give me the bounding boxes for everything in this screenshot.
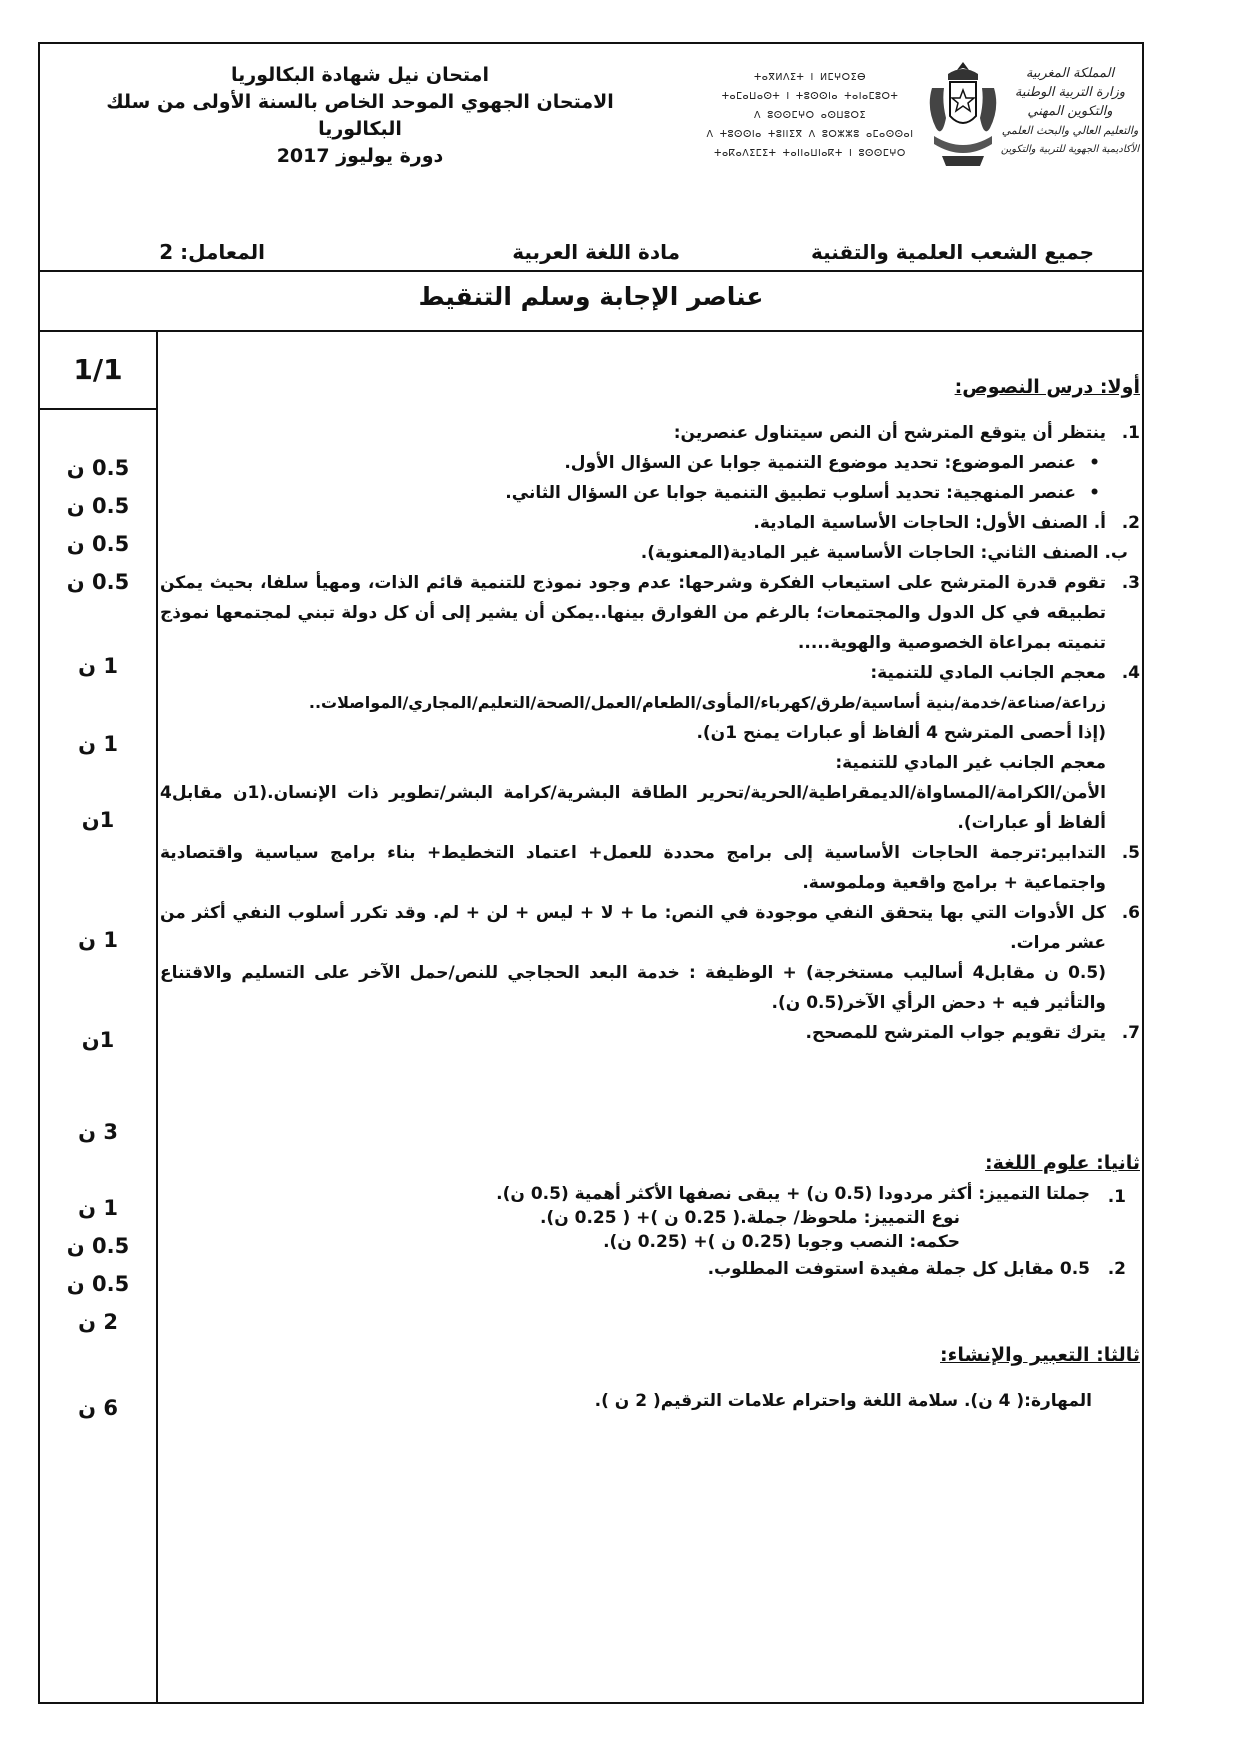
q6-text: كل الأدوات التي بها يتحقق النفي موجودة في النص: ما + لا + ليس + لن + لم. وقد تكرر أسلوب النفي أكثر من عشر مرات.: [160, 903, 1106, 953]
q1-text: ينتظر أن يتوقع المترشح أن النص سيتناول عنصرين:: [673, 423, 1106, 443]
q5-text: التدابير:ترجمة الحاجات الأساسية إلى برامج محددة للعمل+ اعتماد التخطيط+ بناء برامج سياسية واقتصادية واجتماعية + برامج واقعية وملموسة.: [160, 843, 1106, 893]
q7-text: يترك تقويم جواب المترشح للمصحح.: [805, 1023, 1106, 1043]
q1-bullet-2: • عنصر المنهجية: تحديد أسلوب تطبيق التنمية جوابا عن السؤال الثاني.: [160, 478, 1140, 508]
q2: [160, 508, 1140, 538]
q5: [160, 838, 1140, 898]
q6: [160, 898, 1140, 958]
score-value: 0.5 ن: [66, 532, 130, 556]
q3: [160, 568, 1140, 658]
s2-q2-number: 2.: [1107, 1259, 1126, 1279]
exam-subtitle: الامتحان الجهوي الموحد الخاص بالسنة الأولى من سلك البكالوريا: [106, 91, 614, 140]
score-value: 1 ن: [78, 928, 118, 952]
s3-text: المهارة:( 4 ن). سلامة اللغة واحترام علامات الترقيم( 2 ن ).: [594, 1391, 1092, 1411]
section-3-title: ثالثا: التعبير والإنشاء:: [940, 1344, 1140, 1366]
q4-line-5: الأمن/الكرامة/المساواة/الديمقراطية/الحرية/تحرير الطاقة البشرية/كرامة البشر/تطوير ذات الإنسان.(1ن مقابل4 ألفاظ أو عبارات).: [160, 783, 1106, 833]
ministry-line: الأكاديمية الجهوية للتربية والتكوين: [1000, 144, 1140, 155]
tifinagh-line: ⵜⴰⵎⴰⵡⴰⵙⵜ ⵏ ⵜⵓⵙⵙⵏⴰ ⵜⴰⵏⴰⵎⵓⵔⵜ: [721, 91, 899, 102]
q1-bullet-1: • عنصر الموضوع: تحديد موضوع التنمية جوابا عن السؤال الأول.: [160, 448, 1140, 478]
score-value: 0.5 ن: [66, 1272, 130, 1296]
score-value: 1ن: [81, 808, 115, 832]
coefficient-label: المعامل: 2: [159, 240, 265, 264]
ministry-line: المملكة المغربية: [1025, 66, 1115, 81]
q4-number: 4.: [1121, 663, 1140, 683]
tifinagh-line: ⴷ ⵜⵓⵙⵙⵏⴰ ⵜⵓⵏⵏⵉⴳ ⴷ ⵓⵔⵣⵣⵓ ⴰⵎⴰⵙⵙⴰⵏ: [706, 129, 914, 140]
q4-line-1: معجم الجانب المادي للتنمية:: [870, 663, 1106, 683]
q6-number: 6.: [1121, 903, 1140, 923]
streams-label: جميع الشعب العلمية والتقنية: [810, 240, 1094, 264]
q1-number: 1.: [1121, 423, 1140, 443]
subject-label: مادة اللغة العربية: [512, 240, 680, 264]
score-value: 1 ن: [78, 654, 118, 678]
s2-q1-line-3: حكمه: النصب وجوبا (0.25 ن )+ (0.25 ن).: [603, 1232, 960, 1252]
q4-line-4: معجم الجانب غير المادي للتنمية:: [835, 753, 1106, 773]
ministry-line: وزارة التربية الوطنية: [1014, 85, 1126, 100]
score-value: 0.5 ن: [66, 456, 130, 480]
score-value: 0.5 ن: [66, 1234, 130, 1258]
score-value: 0.5 ن: [66, 494, 130, 518]
q7-number: 7.: [1121, 1023, 1140, 1043]
divider-title: [38, 330, 1144, 332]
s2-q1: [160, 1182, 1140, 1206]
score-value: 2 ن: [78, 1310, 118, 1334]
score-value: 0.5 ن: [66, 570, 130, 594]
score-value: 6 ن: [78, 1396, 118, 1420]
q5-number: 5.: [1121, 843, 1140, 863]
score-value: 1ن: [81, 1028, 115, 1052]
q4-line-3: (إذا أحصى المترشح 4 ألفاظ أو عبارات يمنح 1ن).: [696, 723, 1106, 743]
q7: [160, 1018, 1140, 1048]
score-value: 1 ن: [78, 1196, 118, 1220]
tifinagh-line: ⵜⴰⴽⴰⴷⵉⵎⵉⵜ ⵜⴰⵏⵏⴰⵡⵏⴰⴽⵜ ⵏ ⵓⵙⵙⵎⵖⵔ: [714, 148, 906, 159]
q4-line-2: زراعة/صناعة/خدمة/بنية أساسية/طرق/كهرباء/المأوى/الطعام/العمل/الصحة/التعليم/المجاري/المواصلات..: [308, 693, 1106, 712]
score-value: 1 ن: [78, 732, 118, 756]
q2-a: أ. الصنف الأول: الحاجات الأساسية المادية.: [753, 513, 1106, 533]
q2-number: 2.: [1121, 513, 1140, 533]
tifinagh-block: [700, 68, 920, 163]
ministry-line: والتكوين المهني: [1027, 104, 1113, 119]
coat-of-arms-icon: [922, 58, 1004, 178]
exam-session: دورة يوليوز 2017: [276, 145, 444, 167]
divider-top: [38, 270, 1144, 272]
exam-title: امتحان نيل شهادة البكالوريا: [231, 64, 489, 86]
tifinagh-line: ⵜⴰⴳⵍⴷⵉⵜ ⵏ ⵍⵎⵖⵔⵉⴱ: [753, 72, 867, 83]
ministry-block: [1000, 64, 1140, 159]
document-title: عناصر الإجابة وسلم التنقيط: [418, 282, 764, 311]
section-1-title: أولا: درس النصوص:: [954, 376, 1140, 398]
q3-text: تقوم قدرة المترشح على استيعاب الفكرة وشرحها: عدم وجود نموذج للتنمية قائم الذات، ومهيأ سلفا، بحيث يمكن تطبيقه في كل الدول والمجتمعات؛ بالرغم من الفوارق بينها..يمكن أن يشير إلى أن كل دولة تبني لمجتمعها نموذج تنميته بمراعاة الخصوصية والهوية.....: [160, 573, 1106, 653]
s2-q1-line-2: نوع التمييز: ملحوظ/ جملة.( 0.25 ن )+ ( 0.25 ن).: [539, 1208, 960, 1228]
s2-q1-line-1: جملتا التمييز: أكثر مردودا (0.5 ن) + يبقى نصفها الأكثر أهمية (0.5 ن).: [496, 1184, 1090, 1204]
section-3: [160, 1340, 1140, 1416]
ministry-line: والتعليم العالي والبحث العلمي: [1001, 124, 1139, 137]
exam-title-block: [100, 62, 620, 170]
page-number: 1/1: [38, 330, 158, 410]
q3-number: 3.: [1121, 573, 1140, 593]
q2-b: ب. الصنف الثاني: الحاجات الأساسية غير المادية(المعنوية).: [640, 543, 1128, 563]
tifinagh-line: ⴷ ⵓⵙⵙⵎⵖⵔ ⴰⵙⵡⵓⵔⵉ: [754, 110, 866, 121]
s2-q2: [160, 1254, 1140, 1284]
q1: [160, 418, 1140, 448]
section-2: [160, 1148, 1140, 1284]
s2-q2-text: 0.5 مقابل كل جملة مفيدة استوفت المطلوب.: [707, 1259, 1090, 1279]
q6-text-2: (0.5 ن مقابل4 أساليب مستخرجة) + الوظيفة : خدمة البعد الحجاجي للنص/حمل الآخر على التسليم والاقتناع والتأثير فيه + دحض الرأي الآخر(0.5 ن).: [160, 963, 1106, 1013]
section-2-title: ثانيا: علوم اللغة:: [985, 1152, 1140, 1174]
score-value: 3 ن: [78, 1120, 118, 1144]
s2-q1-number: 1.: [1107, 1187, 1126, 1207]
q4: [160, 658, 1140, 688]
section-1: [160, 372, 1140, 1048]
